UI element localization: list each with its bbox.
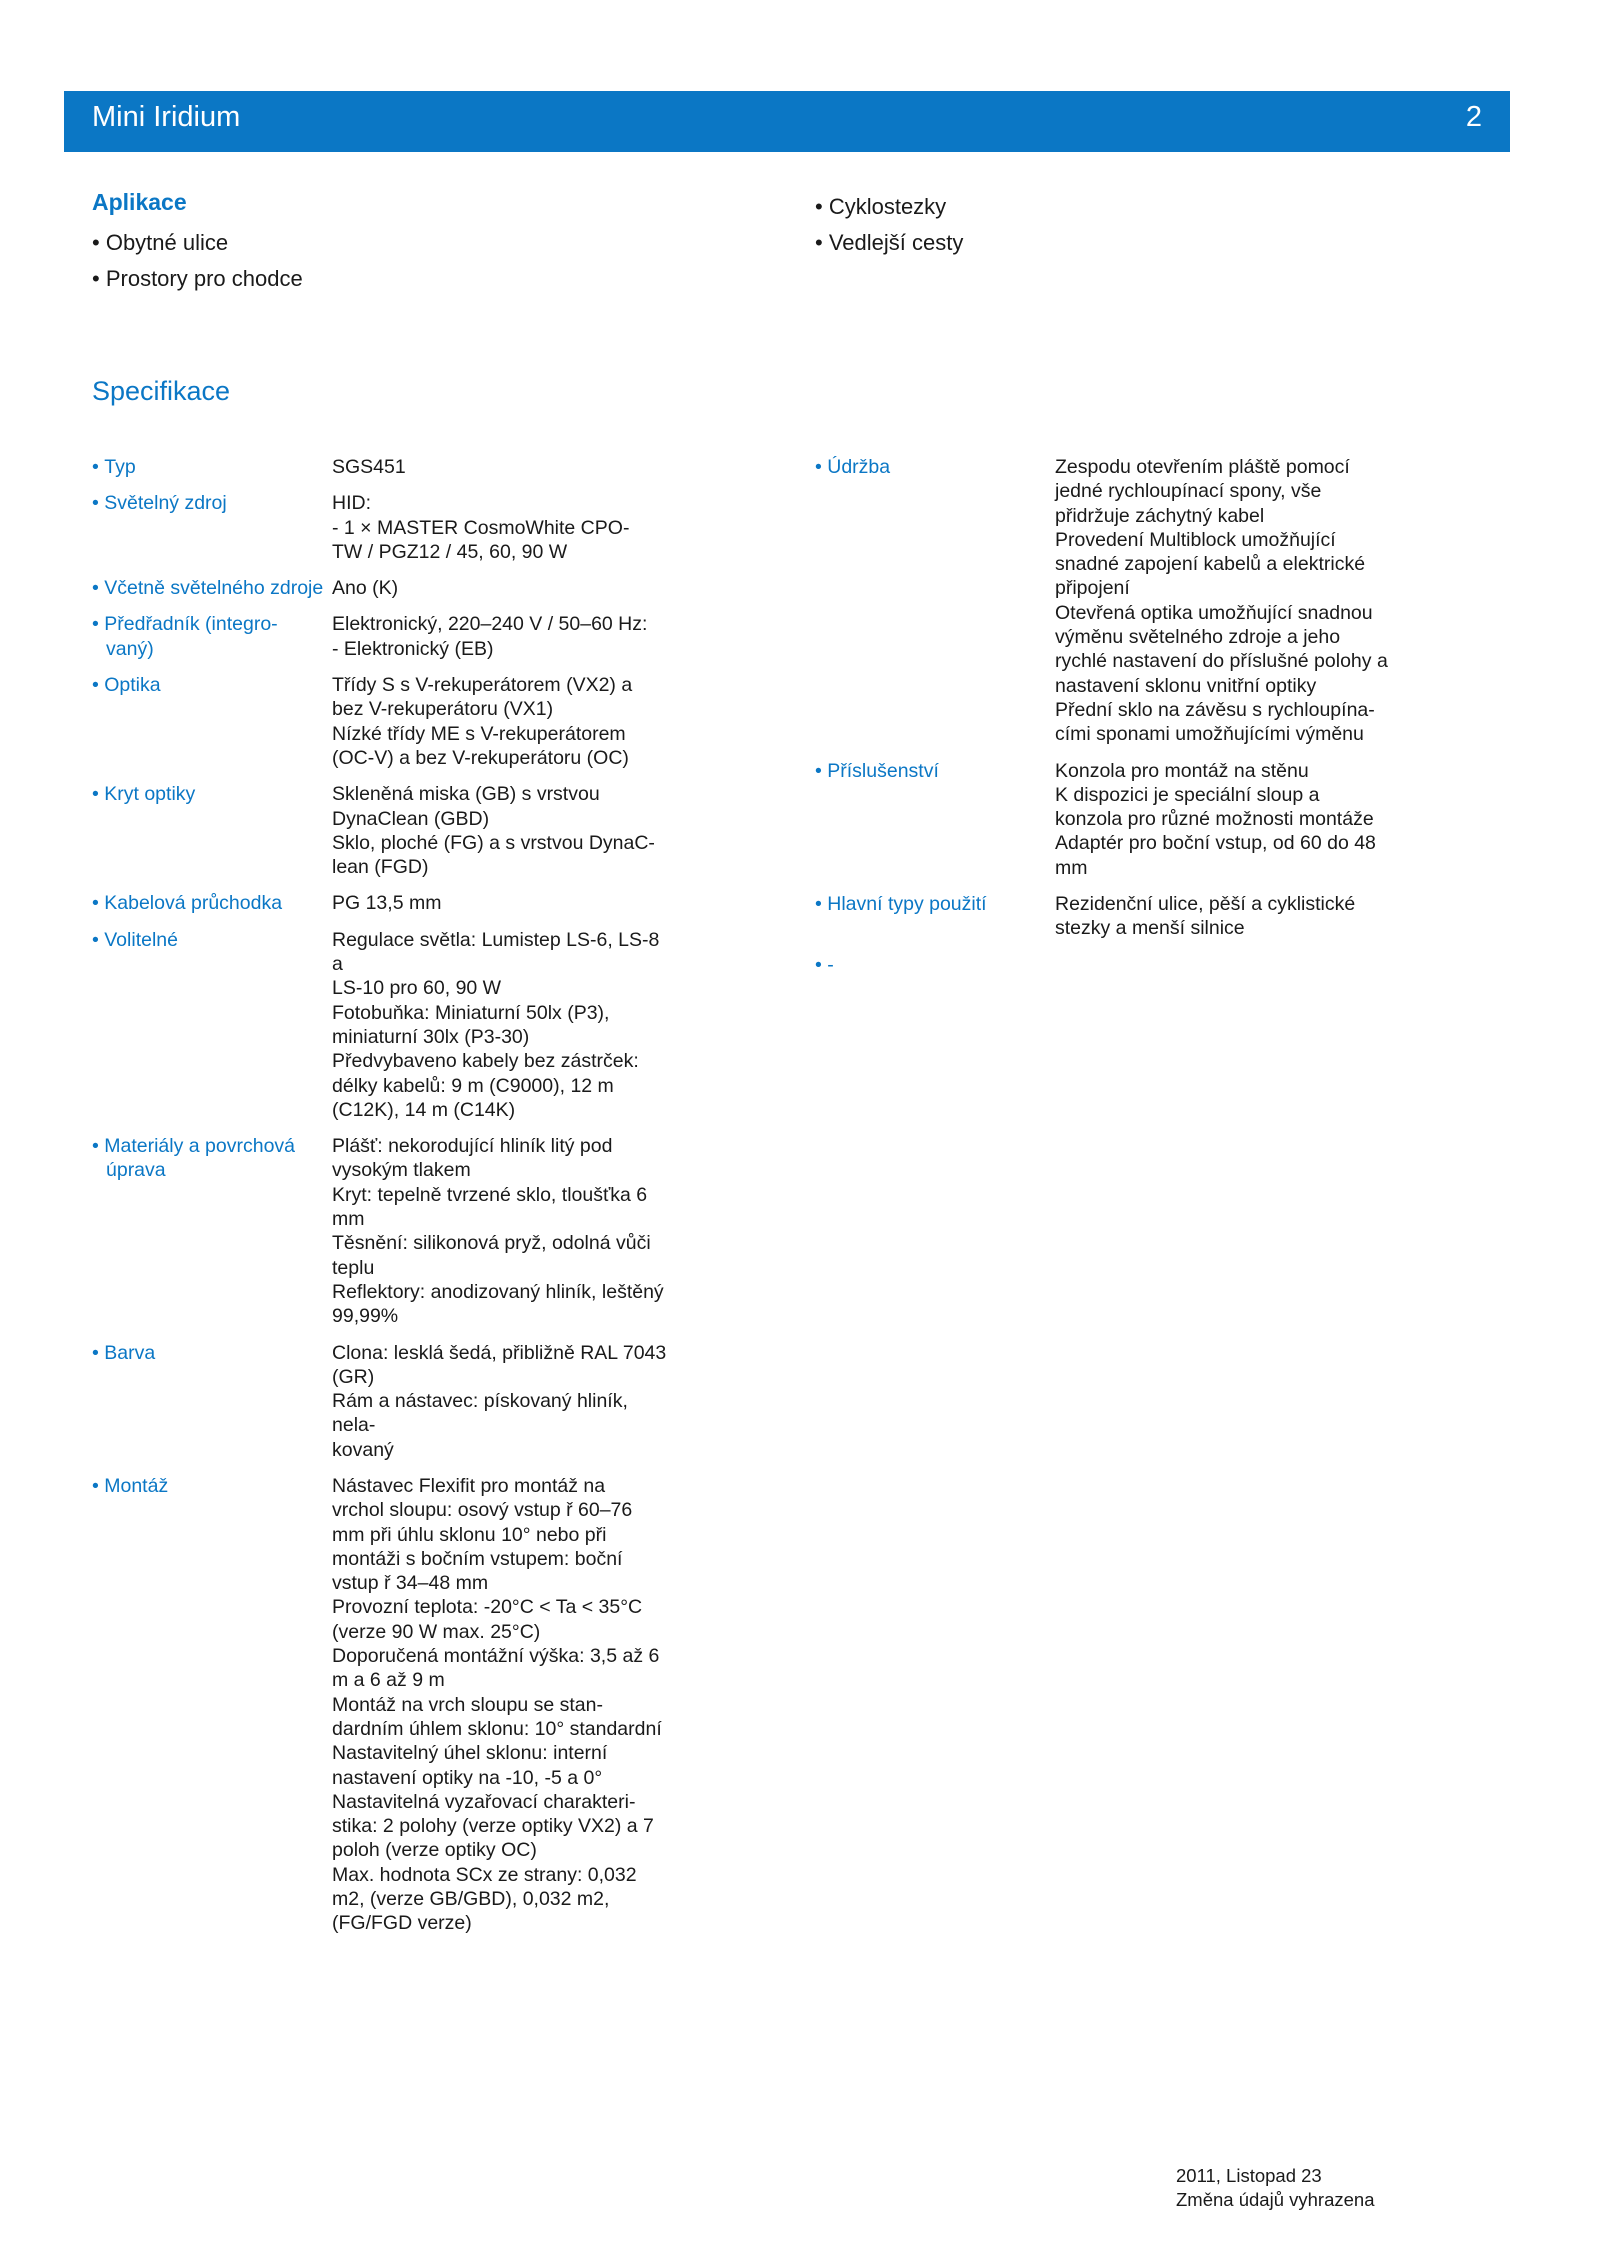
footer [1176,2164,1374,2212]
spec-label: • Montáž [92,1474,332,1936]
spec-value: Rezidenční ulice, pěší a cyklistické stezky a menší silnice [1055,893,1356,940]
spec-value: Regulace světla: Lumistep LS-6, LS-8 a LS-10 pro 60, 90 W Fotobuňka: Miniaturní 50lx (P3), miniaturní 30lx (P3-30) Předvybaveno kabely bez zástrček: délky kabelů: 9 m (C9000), 12 m (C12K), 14 m (C14K) [332,928,660,1121]
spec-row [815,759,1395,880]
spec-label: • Údržba [815,455,1055,747]
aplikace-heading: Aplikace [92,189,187,215]
spec-value: Ano (K) [332,577,399,600]
footer-note: Změna údajů vyhrazena [1176,2189,1375,2210]
header-bar [64,91,1510,152]
spec-row [92,1474,672,1936]
spec-value: Třídy S s V-rekuperátorem (VX2) a bez V-rekuperátoru (VX1) Nízké třídy ME s V-rekuperátorem (OC-V) a bez V-rekuperátoru (OC) [332,674,633,769]
spec-value: Nástavec Flexifit pro montáž na vrchol sloupu: osový vstup ř 60–76 mm při úhlu sklonu 10° nebo při montáži s bočním vstupem: boční vstup ř 34–48 mm Provozní teplota: -20°C < Ta < 35°C (verze 90 W max. 25°C) Doporučená montážní výška: 3,5 až 6 m a 6 až 9 m Montáž na vrch sloupu se stan- dardním úhlem sklonu: 10° standardní Nastavitelný úhel sklonu: interní nastavení optiky na -10, -5 a 0° Nastavitelná vyzařovací charakteri- stika: 2 polohy (verze optiky VX2) a 7 poloh (verze optiky OC) Max. hodnota SCx ze strany: 0,032 m2, (verze GB/GBD), 0,032 m2, (FG/FGD verze) [332,1474,662,1935]
spec-row [815,892,1395,941]
list-item: • Prostory pro chodce [92,261,303,297]
aplikace-list-left [92,225,303,297]
footer-date: 2011, Listopad 23 [1176,2165,1322,2186]
spec-value: Zespodu otevřením pláště pomocí jedné rychloupínací spony, vše přidržuje záchytný kabel Provedení Multiblock umožňující snadné zapojení kabelů a elektrické připojení Otevřená optika umožňující snadnou výměnu světelného zdroje a jeho rychlé nastavení do příslušné polohy a nastavení sklonu vnitřní optiky Přední sklo na závěsu s rychloupína- cími sponami umožňujícími výměnu [1055,456,1388,746]
spec-label: • Volitelné [92,928,332,1122]
spec-value: Plášť: nekorodující hliník litý pod vysokým tlakem Kryt: tepelně tvrzené sklo, tloušťka 6 mm Těsnění: silikonová pryž, odolná vůči teplu Reflektory: anodizovaný hliník, leštěný 99,99% [332,1135,664,1328]
spec-row [92,612,672,661]
spec-row [92,673,672,770]
spec-label: • Předřadník (integro-vaný) [92,612,332,661]
spec-row [92,928,672,1122]
spec-row [92,491,672,564]
list-item: • Cyklostezky [815,189,963,225]
spec-column-right [815,455,1395,989]
page-number: 2 [1465,101,1482,133]
spec-label: • Světelný zdroj [92,491,332,564]
spec-row [92,782,672,879]
spec-row [92,1341,672,1462]
product-title: Mini Iridium [92,101,241,133]
spec-label: • Včetně světelného zdroje [92,576,332,600]
spec-value: Skleněná miska (GB) s vrstvou DynaClean (GBD) Sklo, ploché (FG) a s vrstvou DynaC- lean (FGD) [332,783,655,879]
spec-value: SGS451 [332,456,406,478]
spec-label: • Kryt optiky [92,782,332,879]
aplikace-list-right [815,189,963,261]
spec-row [92,1134,672,1328]
specifikace-heading: Specifikace [92,376,231,406]
list-item: • Vedlejší cesty [815,225,963,261]
spec-row [815,953,1395,977]
spec-label: • Optika [92,673,332,770]
list-item: • Obytné ulice [92,225,303,261]
spec-value: Konzola pro montáž na stěnu K dispozici je speciální sloup a konzola pro různé možnosti montáže Adaptér pro boční vstup, od 60 do 48 mm [1055,759,1376,879]
spec-label: • Příslušenství [815,759,1055,880]
spec-label: • Barva [92,1341,332,1462]
spec-value: HID: - 1 × MASTER CosmoWhite CPO- TW / PGZ12 / 45, 60, 90 W [332,492,630,563]
spec-label: • Materiály a povrchová úprava [92,1134,332,1328]
spec-value: Elektronický, 220–240 V / 50–60 Hz: - Elektronický (EB) [332,613,648,660]
spec-row [92,576,672,600]
spec-value [1055,953,1395,977]
spec-column-left [92,455,672,1948]
spec-label: • Kabelová průchodka [92,891,332,915]
spec-row [92,891,672,915]
spec-label: • - [815,953,1055,977]
spec-value: Clona: lesklá šedá, přibližně RAL 7043 (GR) Rám a nástavec: pískovaný hliník, nela- kovaný [332,1341,667,1461]
spec-row [92,455,672,479]
spec-label: • Hlavní typy použití [815,892,1055,941]
spec-label: • Typ [92,455,332,479]
spec-row [815,455,1395,747]
spec-value: PG 13,5 mm [332,892,442,915]
